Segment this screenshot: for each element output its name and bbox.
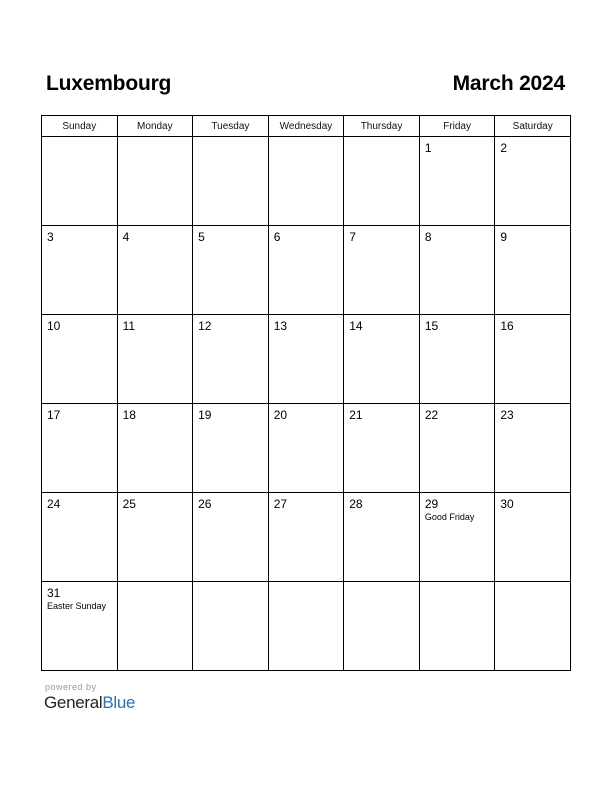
day-cell — [117, 315, 193, 404]
day-cell — [42, 582, 118, 671]
day-cell — [117, 582, 193, 671]
day-cell — [117, 404, 193, 493]
day-cell — [193, 404, 269, 493]
day-number: 8 — [424, 230, 432, 244]
holiday-label: Easter Sunday — [47, 601, 107, 611]
day-number: 30 — [500, 497, 514, 511]
day-cell — [419, 404, 495, 493]
day-cell — [268, 404, 344, 493]
day-cell — [193, 137, 269, 226]
week-row — [42, 493, 571, 582]
day-cell — [268, 582, 344, 671]
day-cell — [495, 404, 571, 493]
day-cell — [117, 226, 193, 315]
day-cell — [193, 582, 269, 671]
day-number: 4 — [122, 230, 130, 244]
weekday-saturday: Saturday — [495, 116, 571, 137]
day-number: 22 — [424, 408, 439, 422]
day-cell — [117, 137, 193, 226]
day-number: 31 — [47, 586, 61, 600]
day-number: 26 — [198, 497, 212, 511]
day-cell — [42, 493, 118, 582]
day-number: 19 — [198, 408, 212, 422]
day-cell — [268, 493, 344, 582]
day-number: 3 — [47, 230, 54, 244]
day-number: 17 — [47, 408, 61, 422]
day-number: 9 — [500, 230, 508, 244]
country-title: Luxembourg — [46, 72, 172, 95]
day-cell — [42, 404, 118, 493]
day-cell — [419, 493, 495, 582]
week-row — [42, 582, 571, 671]
day-cell — [495, 137, 571, 226]
day-cell — [495, 582, 571, 671]
day-cell — [268, 315, 344, 404]
day-cell — [344, 137, 420, 226]
day-cell — [419, 315, 495, 404]
day-cell — [419, 582, 495, 671]
day-cell — [419, 226, 495, 315]
week-row — [42, 404, 571, 493]
day-cell — [344, 493, 420, 582]
day-number: 13 — [273, 319, 288, 333]
day-number: 18 — [122, 408, 136, 422]
day-number: 16 — [500, 319, 514, 333]
day-cell — [117, 493, 193, 582]
day-cell — [193, 315, 269, 404]
day-number: 21 — [349, 408, 363, 422]
day-cell — [344, 404, 420, 493]
day-cell — [419, 137, 495, 226]
brand-general-text: General — [44, 693, 103, 712]
day-cell — [344, 315, 420, 404]
day-number: 28 — [349, 497, 363, 511]
day-number: 10 — [47, 319, 61, 333]
generalblue-logo[interactable] — [44, 693, 135, 713]
day-cell — [268, 137, 344, 226]
day-number: 14 — [349, 319, 363, 333]
day-number: 20 — [273, 408, 288, 422]
day-cell — [193, 226, 269, 315]
day-number: 1 — [424, 141, 432, 155]
footer-branding — [44, 682, 135, 713]
day-number: 12 — [198, 319, 212, 333]
day-cell — [495, 315, 571, 404]
day-number: 11 — [122, 319, 136, 333]
day-cell — [42, 137, 118, 226]
weekday-header-row — [42, 116, 571, 137]
day-number: 6 — [273, 230, 281, 244]
day-cell — [495, 226, 571, 315]
day-cell — [495, 493, 571, 582]
day-cell — [42, 315, 118, 404]
week-row — [42, 226, 571, 315]
day-number: 2 — [500, 141, 508, 155]
weekday-sunday: Sunday — [42, 116, 118, 137]
day-number: 15 — [424, 319, 439, 333]
week-row — [42, 137, 571, 226]
day-number: 7 — [349, 230, 356, 244]
weekday-tuesday: Tuesday — [193, 116, 269, 137]
day-number: 24 — [47, 497, 61, 511]
brand-blue-text: Blue — [102, 693, 136, 712]
day-number: 29 — [424, 497, 439, 511]
day-number: 25 — [122, 497, 136, 511]
day-cell — [42, 226, 118, 315]
powered-by-text: powered by — [45, 682, 97, 692]
weekday-monday: Monday — [117, 116, 193, 137]
day-cell — [268, 226, 344, 315]
day-cell — [193, 493, 269, 582]
weekday-wednesday: Wednesday — [268, 116, 344, 137]
calendar-grid — [41, 115, 571, 671]
week-row — [42, 315, 571, 404]
weekday-friday: Friday — [419, 116, 495, 137]
weekday-thursday: Thursday — [344, 116, 420, 137]
day-cell — [344, 226, 420, 315]
holiday-label: Good Friday — [424, 512, 475, 522]
day-number: 23 — [500, 408, 514, 422]
month-year-title: March 2024 — [452, 72, 565, 95]
day-number: 5 — [198, 230, 205, 244]
day-number: 27 — [273, 497, 288, 511]
day-cell — [344, 582, 420, 671]
